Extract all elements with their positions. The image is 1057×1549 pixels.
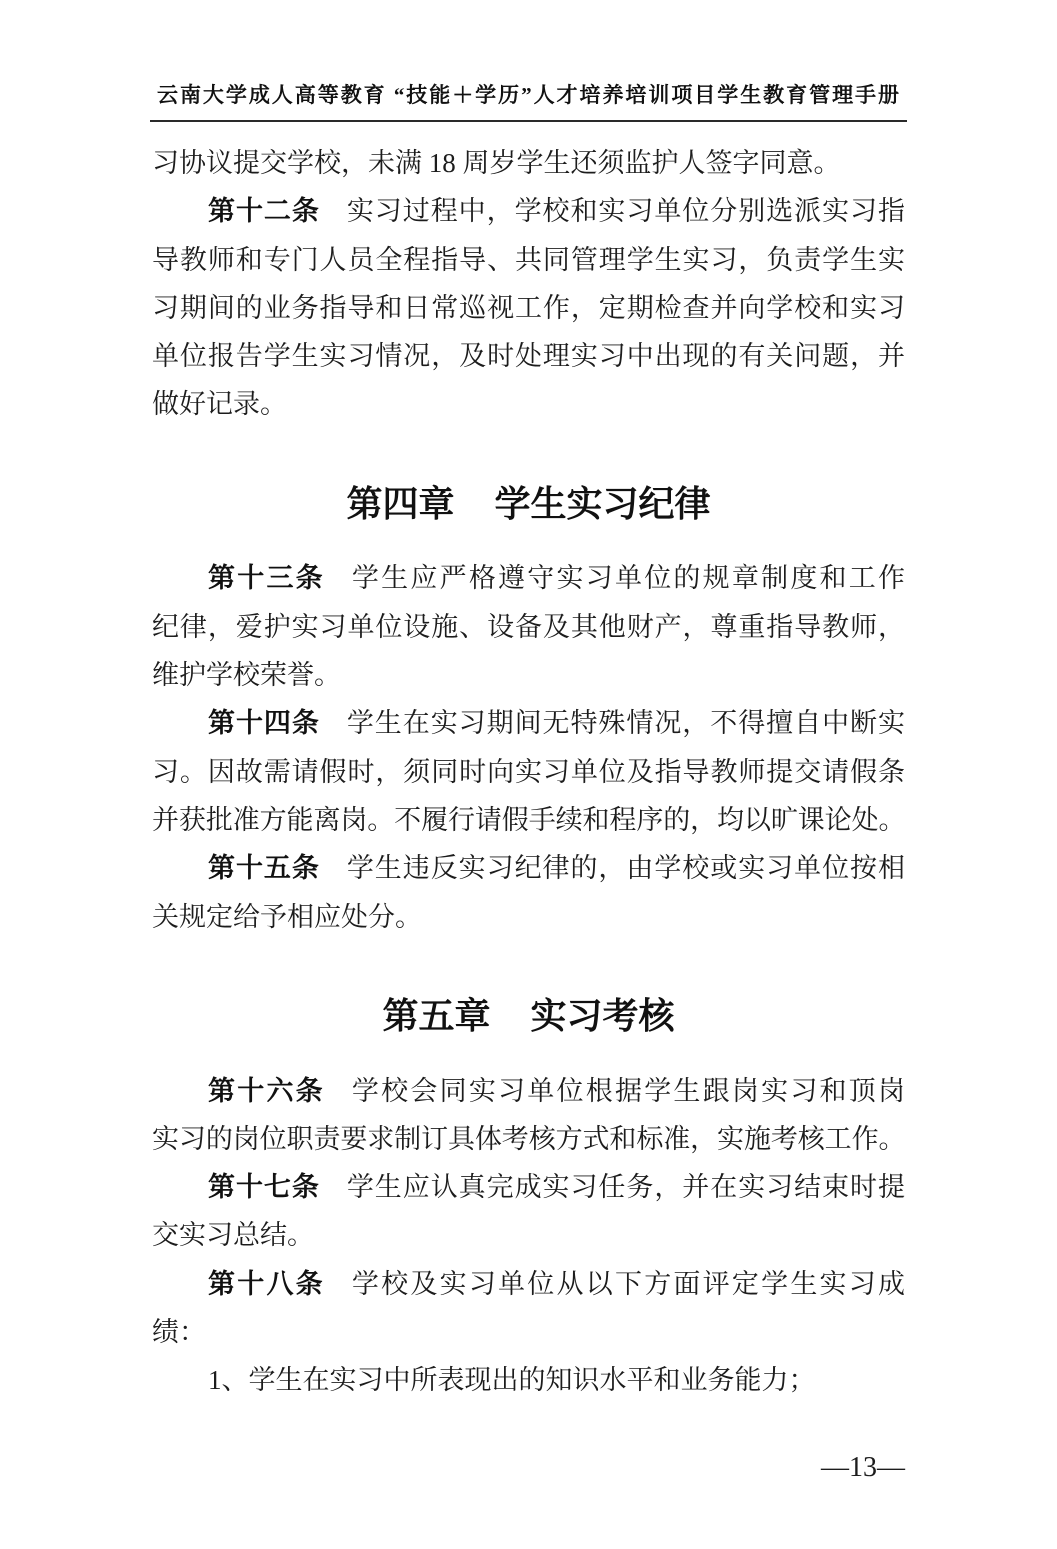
text-line: 关规定给予相应处分。 <box>152 901 422 932</box>
chapter-5 <box>152 941 905 1405</box>
text-line <box>152 844 905 892</box>
article-12 <box>152 187 905 428</box>
text-line: 习协议提交学校，未满 18 周岁学生还须监护人签字同意。 <box>152 148 841 178</box>
article-text: 学生在实习期间无特殊情况，不得擅自中断实 <box>346 708 906 739</box>
text-line: 实习的岗位职责要求制订具体考核方式和标准，实施考核工作。 <box>152 1123 905 1154</box>
text-line: 纪律，爱护实习单位设施、设备及其他财产，尊重指导教师， <box>152 611 905 642</box>
article-14 <box>152 699 905 844</box>
chapter-heading <box>152 429 905 555</box>
article-label: 第十四条 <box>208 708 320 740</box>
text-line: 习期间的业务指导和日常巡视工作，定期检查并向学校和实习 <box>152 292 905 323</box>
text-line <box>152 699 905 747</box>
continued-paragraph <box>152 139 905 187</box>
text-line: 并获批准方能离岗。不履行请假手续和程序的，均以旷课论处。 <box>152 804 905 835</box>
article-label: 第十八条 <box>208 1268 325 1300</box>
text-line: 交实习总结。 <box>152 1220 314 1251</box>
text-line: 习。因故需请假时，须同时向实习单位及指导教师提交请假条 <box>152 756 905 787</box>
chapter-number: 第四章 <box>346 483 455 525</box>
chapter-title: 学生实习纪律 <box>494 483 711 525</box>
text-line: 绩： <box>152 1317 206 1348</box>
chapter-4 <box>152 429 905 941</box>
running-header-title: 云南大学成人高等教育 “技能＋学历”人才培养培训项目学生教育管理手册 <box>157 83 899 107</box>
text-line <box>152 1260 905 1308</box>
article-text: 学生违反实习纪律的，由学校或实习单位按相 <box>346 853 906 884</box>
article-16 <box>152 1067 905 1164</box>
article-15 <box>152 844 905 941</box>
text-line: 做好记录。 <box>152 389 287 420</box>
article-label: 第十三条 <box>208 563 325 595</box>
list-item: 1、学生在实习中所表现出的知识水平和业务能力； <box>208 1365 816 1396</box>
text-line <box>152 1163 905 1211</box>
article-17 <box>152 1163 905 1260</box>
text-line: 维护学校荣誉。 <box>152 660 341 691</box>
text-line: 单位报告学生实习情况，及时处理实习中出现的有关问题，并 <box>152 341 905 372</box>
chapter-number: 第五章 <box>382 995 491 1037</box>
header-rule <box>150 120 907 122</box>
article-label: 第十五条 <box>208 853 320 885</box>
text-line <box>152 187 905 235</box>
article-text: 实习过程中，学校和实习单位分别选派实习指 <box>346 196 906 227</box>
article-text: 学校会同实习单位根据学生跟岗实习和顶岗 <box>351 1075 906 1106</box>
article-text: 学校及实习单位从以下方面评定学生实习成 <box>351 1268 906 1299</box>
page-number: —13— <box>821 1452 905 1483</box>
article-13 <box>152 554 905 699</box>
article-label: 第十二条 <box>208 196 320 228</box>
article-label: 第十七条 <box>208 1172 320 1204</box>
page-body <box>152 139 905 1405</box>
text-line <box>152 1067 905 1115</box>
text-line <box>152 554 905 602</box>
text-line: 导教师和专门人员全程指导、共同管理学生实习，负责学生实 <box>152 244 905 275</box>
chapter-heading <box>152 941 905 1067</box>
article-text: 学生应认真完成实习任务，并在实习结束时提 <box>346 1172 906 1203</box>
article-18 <box>152 1260 905 1405</box>
article-text: 学生应严格遵守实习单位的规章制度和工作 <box>351 563 906 594</box>
chapter-title: 实习考核 <box>530 995 675 1037</box>
article-label: 第十六条 <box>208 1075 325 1107</box>
